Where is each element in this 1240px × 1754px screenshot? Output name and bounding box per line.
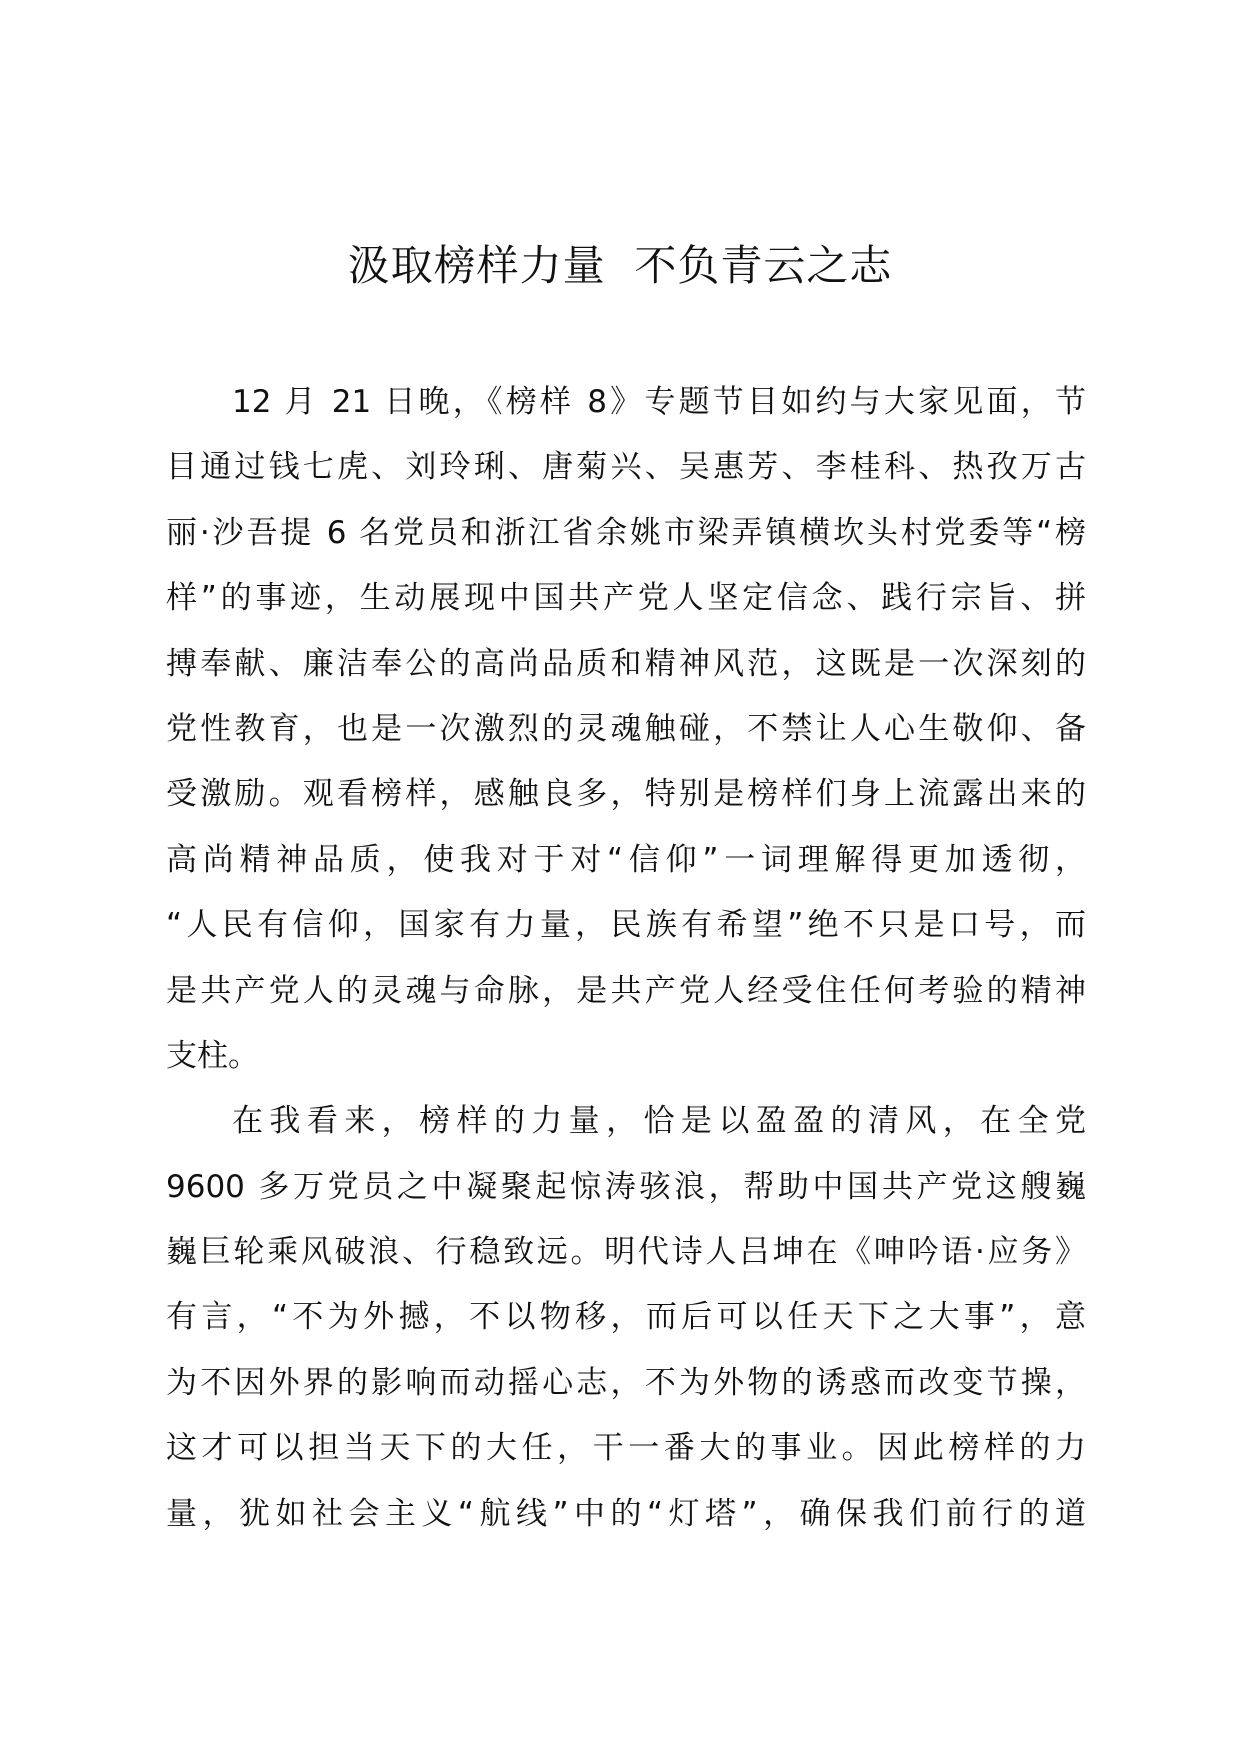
paragraph-2-line-3: 巍巨轮乘风破浪、行稳致远。明代诗人吕坤在《呻吟语·应务》 (166, 1234, 1086, 1271)
paragraph-2-line-4: 有言，“不为外撼，不以物移，而后可以任天下之大事”，意 (166, 1299, 1086, 1336)
paragraph-2-line-2: 9600 多万党员之中凝聚起惊涛骇浪，帮助中国共产党这艘巍 (166, 1168, 1086, 1205)
paragraph-1-line-11: 支柱。 (166, 1037, 259, 1074)
document-title: 汲取榜样力量 不负青云之志 (347, 241, 893, 290)
paragraph-1-line-10: 是共产党人的灵魂与命脉，是共产党人经受住任何考验的精神 (166, 972, 1086, 1009)
paragraph-2-line-5: 为不因外界的影响而动摇心志，不为外物的诱惑而改变节操， (166, 1364, 1086, 1401)
paragraph-1-line-9: “人民有信仰，国家有力量，民族有希望”绝不只是口号，而 (166, 907, 1086, 944)
document-body (166, 370, 1086, 1547)
paragraph-1-line-6: 党性教育，也是一次激烈的灵魂触碰，不禁让人心生敬仰、备 (166, 710, 1086, 747)
paragraph-1-line-5: 搏奉献、廉洁奉公的高尚品质和精神风范，这既是一次深刻的 (166, 645, 1086, 682)
paragraph-2-line-7: 量，犹如社会主义“航线”中的“灯塔”，确保我们前行的道 (166, 1495, 1086, 1532)
paragraph-1-line-2: 目通过钱七虎、刘玲琍、唐菊兴、吴惠芳、李桂科、热孜万古 (166, 449, 1086, 486)
paragraph-1-line-1: 12 月 21 日晚，《榜样 8》专题节目如约与大家见面，节 (232, 384, 1086, 420)
paragraph-2-line-6: 这才可以担当天下的大任，干一番大的事业。因此榜样的力 (166, 1430, 1086, 1467)
paragraph-1-line-8: 高尚精神品质，使我对于对“信仰”一词理解得更加透彻， (166, 841, 1086, 878)
paragraph-2-line-1: 在我看来，榜样的力量，恰是以盈盈的清风，在全党 (232, 1103, 1086, 1140)
paragraph-1-line-4: 样”的事迹，生动展现中国共产党人坚定信念、践行宗旨、拼 (166, 580, 1086, 617)
paragraph-1-line-3: 丽·沙吾提 6 名党员和浙江省余姚市梁弄镇横坎头村党委等“榜 (166, 514, 1086, 551)
paragraph-1-line-7: 受激励。观看榜样，感触良多，特别是榜样们身上流露出来的 (166, 776, 1086, 813)
